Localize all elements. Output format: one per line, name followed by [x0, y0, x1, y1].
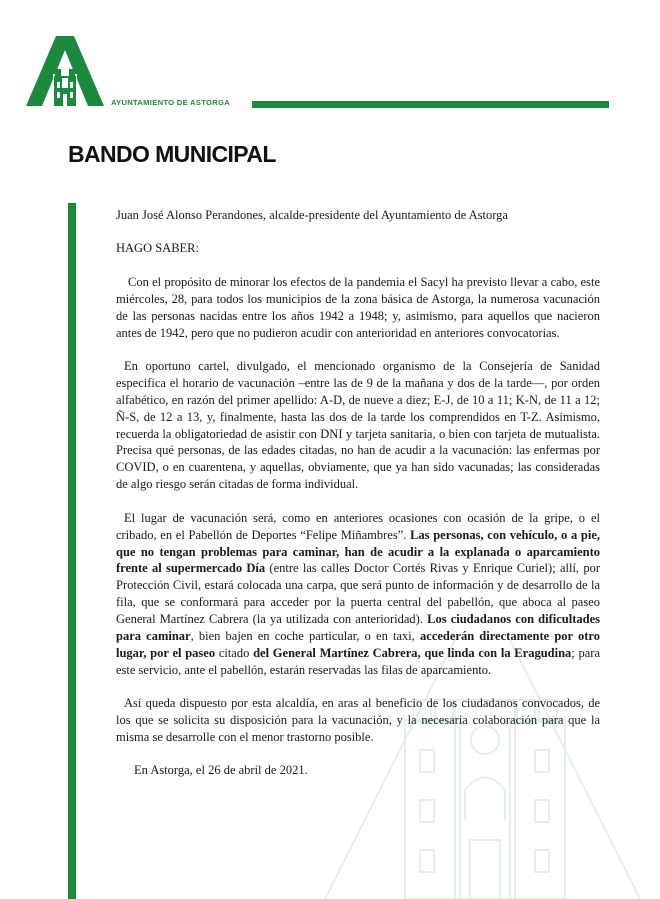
paragraph-3-bold-2: Los ciudadanos con dificultades para caminar: [116, 612, 600, 644]
page-title: BANDO MUNICIPAL: [68, 141, 276, 167]
paragraph-3: [116, 510, 600, 679]
paragraph-2: En oportuno cartel, divulgado, el mencionado organismo de la Consejería de Sanidad especifica el horario de vacunación –entre las de 9 de la mañana y dos de la tarde—, por orden alfabético, en razón del primer apellido: A-D, de nueve a diez; E-J, de 10 a 11; K-N, de 11 a 12; Ñ-S, de 12 a 13, y, finalmente, hasta las dos de la tarde los comprendidos en T-Z. Asimismo, recuerda la obligatoriedad de asistir con DNI y tarjeta sanitaria, o bien con tarjeta de mutualista. Precisa qué personas, de las edades citadas, no han de acudir a la vacunación: las enfermas por COVID, o en cuarentena, y aquellas, obviamente, que ya han sido vacunadas; las consideradas de algo riesgo serán citadas de forma individual.: [116, 358, 600, 492]
paragraph-3-text-2: (entre las calles Doctor Cortés Rivas y Enrique Curiel); allí, por Protección Civil, estará colocada una carpa, que será punto de información y de desarrollo de la fila, que se conformará para acceder por la puerta central del pabellón, que aboca al paseo General Martínez Cabrera (la ya utilizada con anterioridad).: [116, 561, 600, 627]
paragraph-3-text-1: El lugar de vacunación será, como en anteriores ocasiones con ocasión de la gripe, o el cribado, en el Pabellón de Deportes “Felipe Miñambres”.: [116, 510, 600, 542]
paragraph-3-text-5: ; para este servicio, ante el pabellón, estarán reservadas las filas de aparcamiento.: [116, 645, 600, 677]
intro-line: Juan José Alonso Perandones, alcalde-presidente del Ayuntamiento de Astorga: [116, 208, 508, 222]
paragraph-3-text-4: citado: [215, 645, 254, 660]
hago-saber-heading: HAGO SABER:: [116, 241, 199, 256]
paragraph-4: Así queda dispuesto por esta alcaldía, en aras al beneficio de los ciudadanos convocados, de los que se solicita su disposición para la vacunación, y la necesaria colaboración para que la misma se desarrolle con el menor trastorno posible.: [116, 696, 600, 745]
date-line: En Astorga, el 26 de abril de 2021.: [134, 763, 308, 778]
paragraph-1: Con el propósito de minorar los efectos de la pandemia el Sacyl ha previsto llevar a cabo, este miércoles, 28, para todos los municipios de la zona básica de Astorga, la numerosa vacunación de las personas nacidas entre los años 1942 a 1948; y, asimismo, para aquellos que nacieron antes de 1942, pero que no pudieron acudir con anterioridad en anteriores convocatorias.: [116, 274, 600, 340]
paragraph-3-text-3: , bien bajen en coche particular, o en taxi,: [190, 629, 421, 644]
left-accent-rule: [68, 203, 76, 899]
paragraph-3-bold-4: del General Martínez Cabrera, que linda con la Eragudina: [253, 645, 572, 660]
bando-body: [116, 207, 600, 796]
header-divider: [252, 101, 609, 108]
paragraph-3-bold-3: accederán directamente por otro lugar, por el paseo: [116, 629, 600, 660]
astorga-logo-icon: [26, 36, 104, 106]
paragraph-3-bold-1: Las personas, con vehículo, o a pie, que no tengan problemas para caminar, han de acudir a la explanada o aparcamiento frente al supermercado Día: [116, 527, 600, 576]
org-name: AYUNTAMIENTO DE ASTORGA: [111, 98, 230, 107]
